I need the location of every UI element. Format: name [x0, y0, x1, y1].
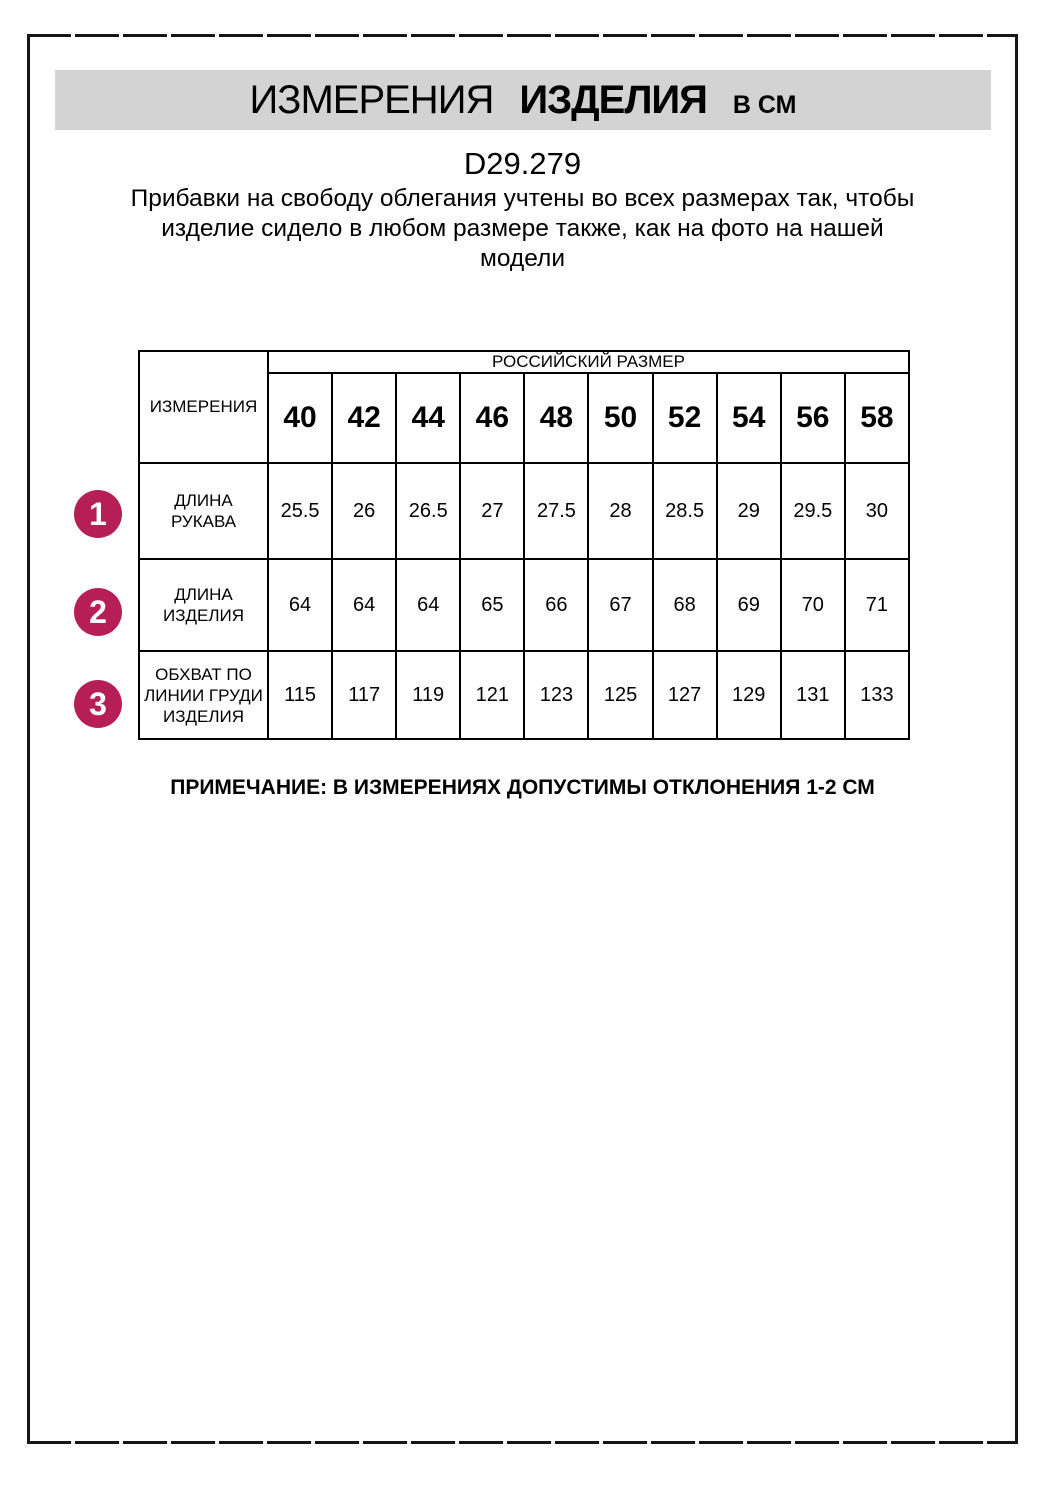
value-cell: 64 — [268, 559, 332, 651]
size-table — [138, 350, 910, 740]
row-label: ДЛИНА РУКАВА — [139, 463, 268, 559]
size-header-cell: 52 — [653, 373, 717, 463]
value-cell: 117 — [332, 651, 396, 739]
page-title-word1: ИЗМЕРЕНИЯ — [249, 78, 494, 122]
value-cell: 26 — [332, 463, 396, 559]
value-cell: 67 — [588, 559, 652, 651]
russian-size-header: РОССИЙСКИЙ РАЗМЕР — [268, 351, 909, 373]
row-label: ДЛИНА ИЗДЕЛИЯ — [139, 559, 268, 651]
value-cell: 115 — [268, 651, 332, 739]
value-cell: 66 — [524, 559, 588, 651]
fit-description-line: Прибавки на свободу облегания учтены во всех размерах так, чтобы — [130, 185, 915, 212]
size-header-cell: 42 — [332, 373, 396, 463]
value-cell: 27.5 — [524, 463, 588, 559]
table-row-item-length — [139, 559, 909, 651]
value-cell: 131 — [781, 651, 845, 739]
row-label: ОБХВАТ ПО ЛИНИИ ГРУДИ ИЗДЕЛИЯ — [139, 651, 268, 739]
row-marker-2: 2 — [74, 588, 122, 636]
fit-description — [30, 184, 1015, 274]
value-cell: 27 — [460, 463, 524, 559]
size-header-cell: 50 — [588, 373, 652, 463]
fit-description-line: модели — [479, 245, 566, 272]
model-code: D29.279 — [463, 146, 582, 181]
size-header-cell: 58 — [845, 373, 909, 463]
value-cell: 26.5 — [396, 463, 460, 559]
value-cell: 69 — [717, 559, 781, 651]
size-header-cell: 44 — [396, 373, 460, 463]
value-cell: 121 — [460, 651, 524, 739]
value-cell: 71 — [845, 559, 909, 651]
value-cell: 133 — [845, 651, 909, 739]
table-row-chest-girth — [139, 651, 909, 739]
measurements-corner-cell: ИЗМЕРЕНИЯ — [139, 351, 268, 463]
value-cell: 29.5 — [781, 463, 845, 559]
page-title-unit: В СМ — [732, 91, 797, 119]
size-header-cell: 54 — [717, 373, 781, 463]
table-group-header-row — [139, 351, 909, 373]
value-cell: 125 — [588, 651, 652, 739]
value-cell: 25.5 — [268, 463, 332, 559]
value-cell: 28 — [588, 463, 652, 559]
size-header-cell: 46 — [460, 373, 524, 463]
row-marker-1: 1 — [74, 490, 122, 538]
page-frame — [27, 34, 1018, 1444]
size-header-cell: 40 — [268, 373, 332, 463]
page-title-word2: ИЗДЕЛИЯ — [519, 78, 707, 122]
value-cell: 28.5 — [653, 463, 717, 559]
value-cell: 64 — [332, 559, 396, 651]
value-cell: 123 — [524, 651, 588, 739]
value-cell: 68 — [653, 559, 717, 651]
table-row-sleeve-length — [139, 463, 909, 559]
tolerance-note: ПРИМЕЧАНИЕ: В ИЗМЕРЕНИЯХ ДОПУСТИМЫ ОТКЛОНЕНИЯ 1-2 СМ — [170, 776, 875, 799]
size-table-wrap — [138, 350, 910, 740]
value-cell: 127 — [653, 651, 717, 739]
title-band — [55, 70, 991, 130]
value-cell: 119 — [396, 651, 460, 739]
value-cell: 129 — [717, 651, 781, 739]
value-cell: 65 — [460, 559, 524, 651]
value-cell: 30 — [845, 463, 909, 559]
size-header-cell: 56 — [781, 373, 845, 463]
value-cell: 70 — [781, 559, 845, 651]
value-cell: 64 — [396, 559, 460, 651]
size-header-cell: 48 — [524, 373, 588, 463]
fit-description-line: изделие сидело в любом размере также, как на фото на нашей — [161, 215, 884, 242]
row-marker-3: 3 — [74, 680, 122, 728]
value-cell: 29 — [717, 463, 781, 559]
